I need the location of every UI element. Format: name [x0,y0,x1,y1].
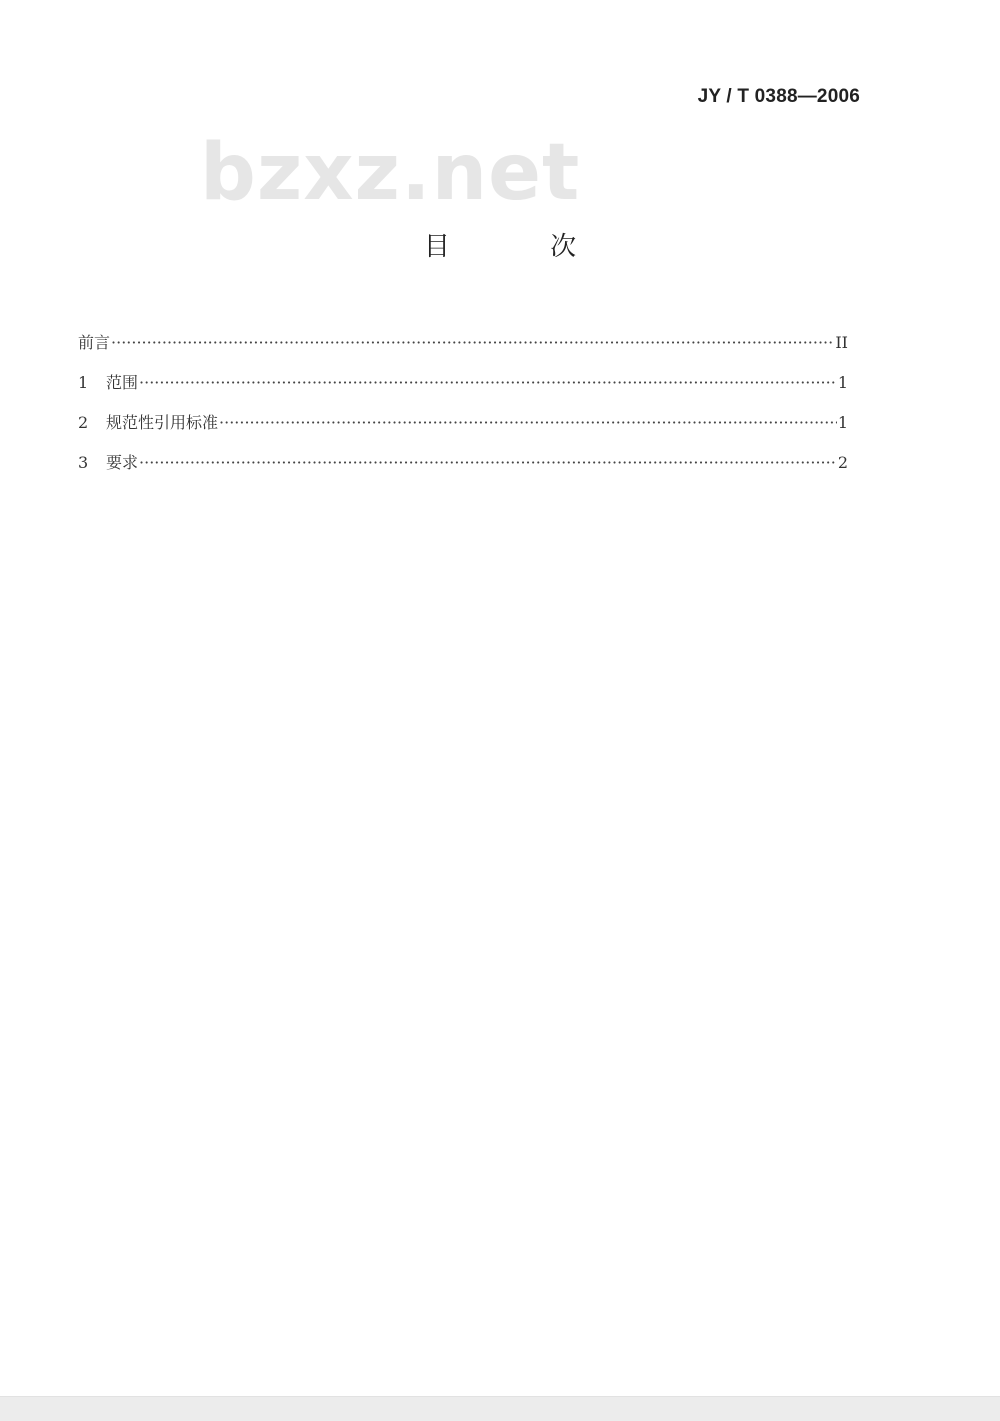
toc-entry-label: 前言 [78,333,111,352]
toc-entry-normative-references[interactable] [78,410,848,450]
toc-leader-dots [111,333,834,352]
toc-entry-page: 1 [837,413,848,432]
table-of-contents [78,330,848,490]
toc-entry-number: 3 [78,453,89,472]
watermark-text: bzxz.net [200,128,581,218]
toc-entry-page: 2 [837,453,848,472]
toc-entry-label: 范围 [106,373,139,392]
toc-title: 目 次 [423,232,623,262]
toc-entry-scope[interactable] [78,370,848,410]
page-bottom-edge [0,1396,1000,1421]
toc-leader-dots [139,453,837,472]
toc-entry-foreword[interactable] [78,330,848,370]
toc-entry-page: 1 [837,373,848,392]
toc-entry-requirements[interactable] [78,450,848,490]
standard-code: JY / T 0388—2006 [697,86,860,107]
toc-leader-dots [219,413,837,432]
toc-entry-number: 1 [78,373,89,392]
toc-entry-page: II [835,333,848,352]
toc-entry-number: 2 [78,413,89,432]
toc-entry-label: 要求 [106,453,139,472]
toc-entry-label: 规范性引用标准 [106,413,219,432]
toc-leader-dots [139,373,837,392]
